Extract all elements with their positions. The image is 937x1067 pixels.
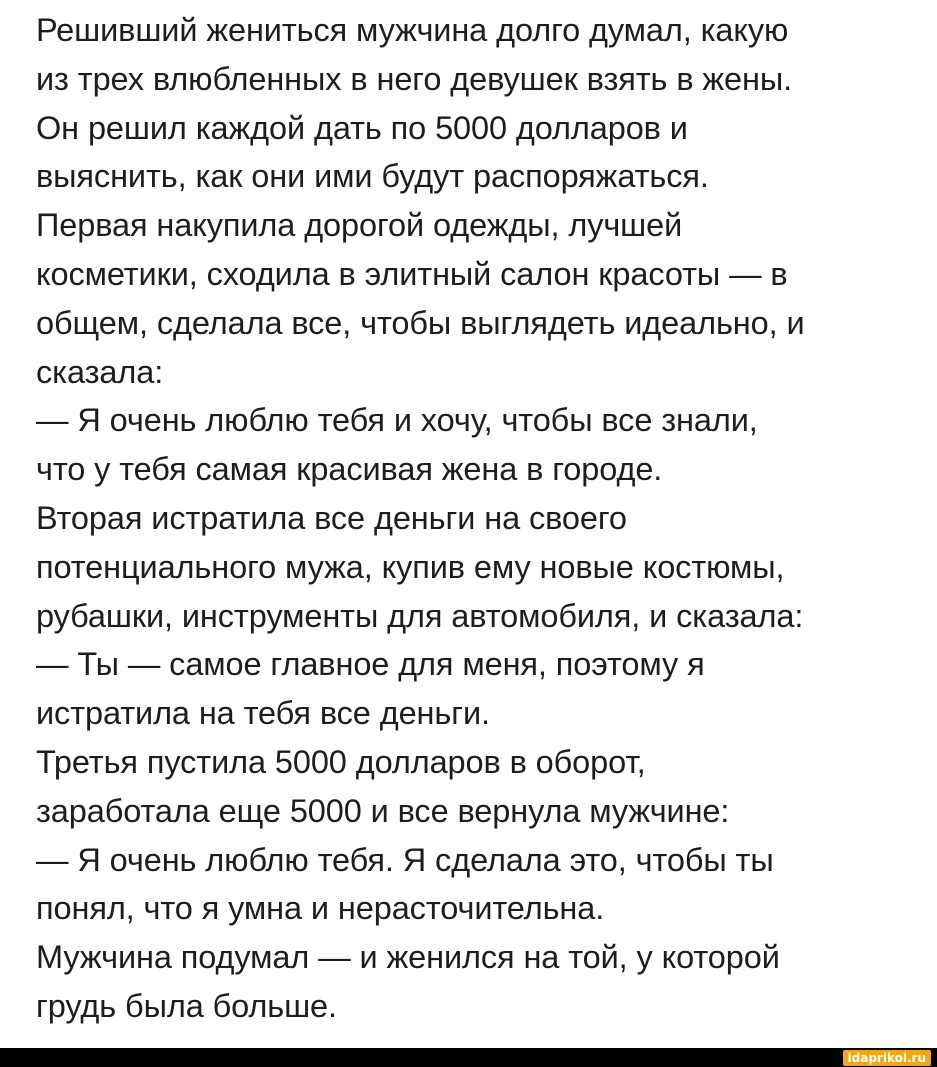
story-line: Мужчина подумал — и женился на той, у которой: [36, 939, 780, 976]
story-line: Первая накупила дорогой одежды, лучшей: [36, 207, 683, 244]
story-line: понял, что я умна и нерасточительна.: [36, 890, 605, 927]
story-line: потенциального мужа, купив ему новые костюмы,: [36, 548, 785, 585]
footer-bar: [0, 1048, 937, 1067]
story-line: — Я очень люблю тебя и хочу, чтобы все знали,: [36, 402, 758, 439]
story-line: из трех влюбленных в него девушек взять в жены.: [36, 60, 793, 97]
story-line: истратила на тебя все деньги.: [36, 695, 490, 732]
story-line: Он решил каждой дать по 5000 долларов и: [36, 109, 688, 146]
story-line: общем, сделала все, чтобы выглядеть идеально, и: [36, 304, 805, 341]
story-text: [36, 6, 916, 1031]
story-line: выяснить, как они ими будут распоряжаться.: [36, 158, 709, 195]
story-line: — Я очень люблю тебя. Я сделала это, чтобы ты: [36, 841, 774, 878]
story-line: Вторая истратила все деньги на своего: [36, 499, 627, 536]
story-line: что у тебя самая красивая жена в городе.: [36, 451, 663, 488]
story-line: косметики, сходила в элитный салон красоты — в: [36, 255, 788, 292]
story-line: рубашки, инструменты для автомобиля, и сказала:: [36, 597, 804, 634]
story-line: заработала еще 5000 и все вернула мужчине:: [36, 792, 730, 829]
story-line: — Ты — самое главное для меня, поэтому я: [36, 646, 705, 683]
story-line: грудь была больше.: [36, 987, 337, 1024]
story-line: Решивший жениться мужчина долго думал, какую: [36, 12, 789, 48]
story-line: Третья пустила 5000 долларов в оборот,: [36, 743, 646, 780]
watermark-badge: idaprikol.ru: [843, 1050, 931, 1066]
story-line: сказала:: [36, 353, 164, 390]
